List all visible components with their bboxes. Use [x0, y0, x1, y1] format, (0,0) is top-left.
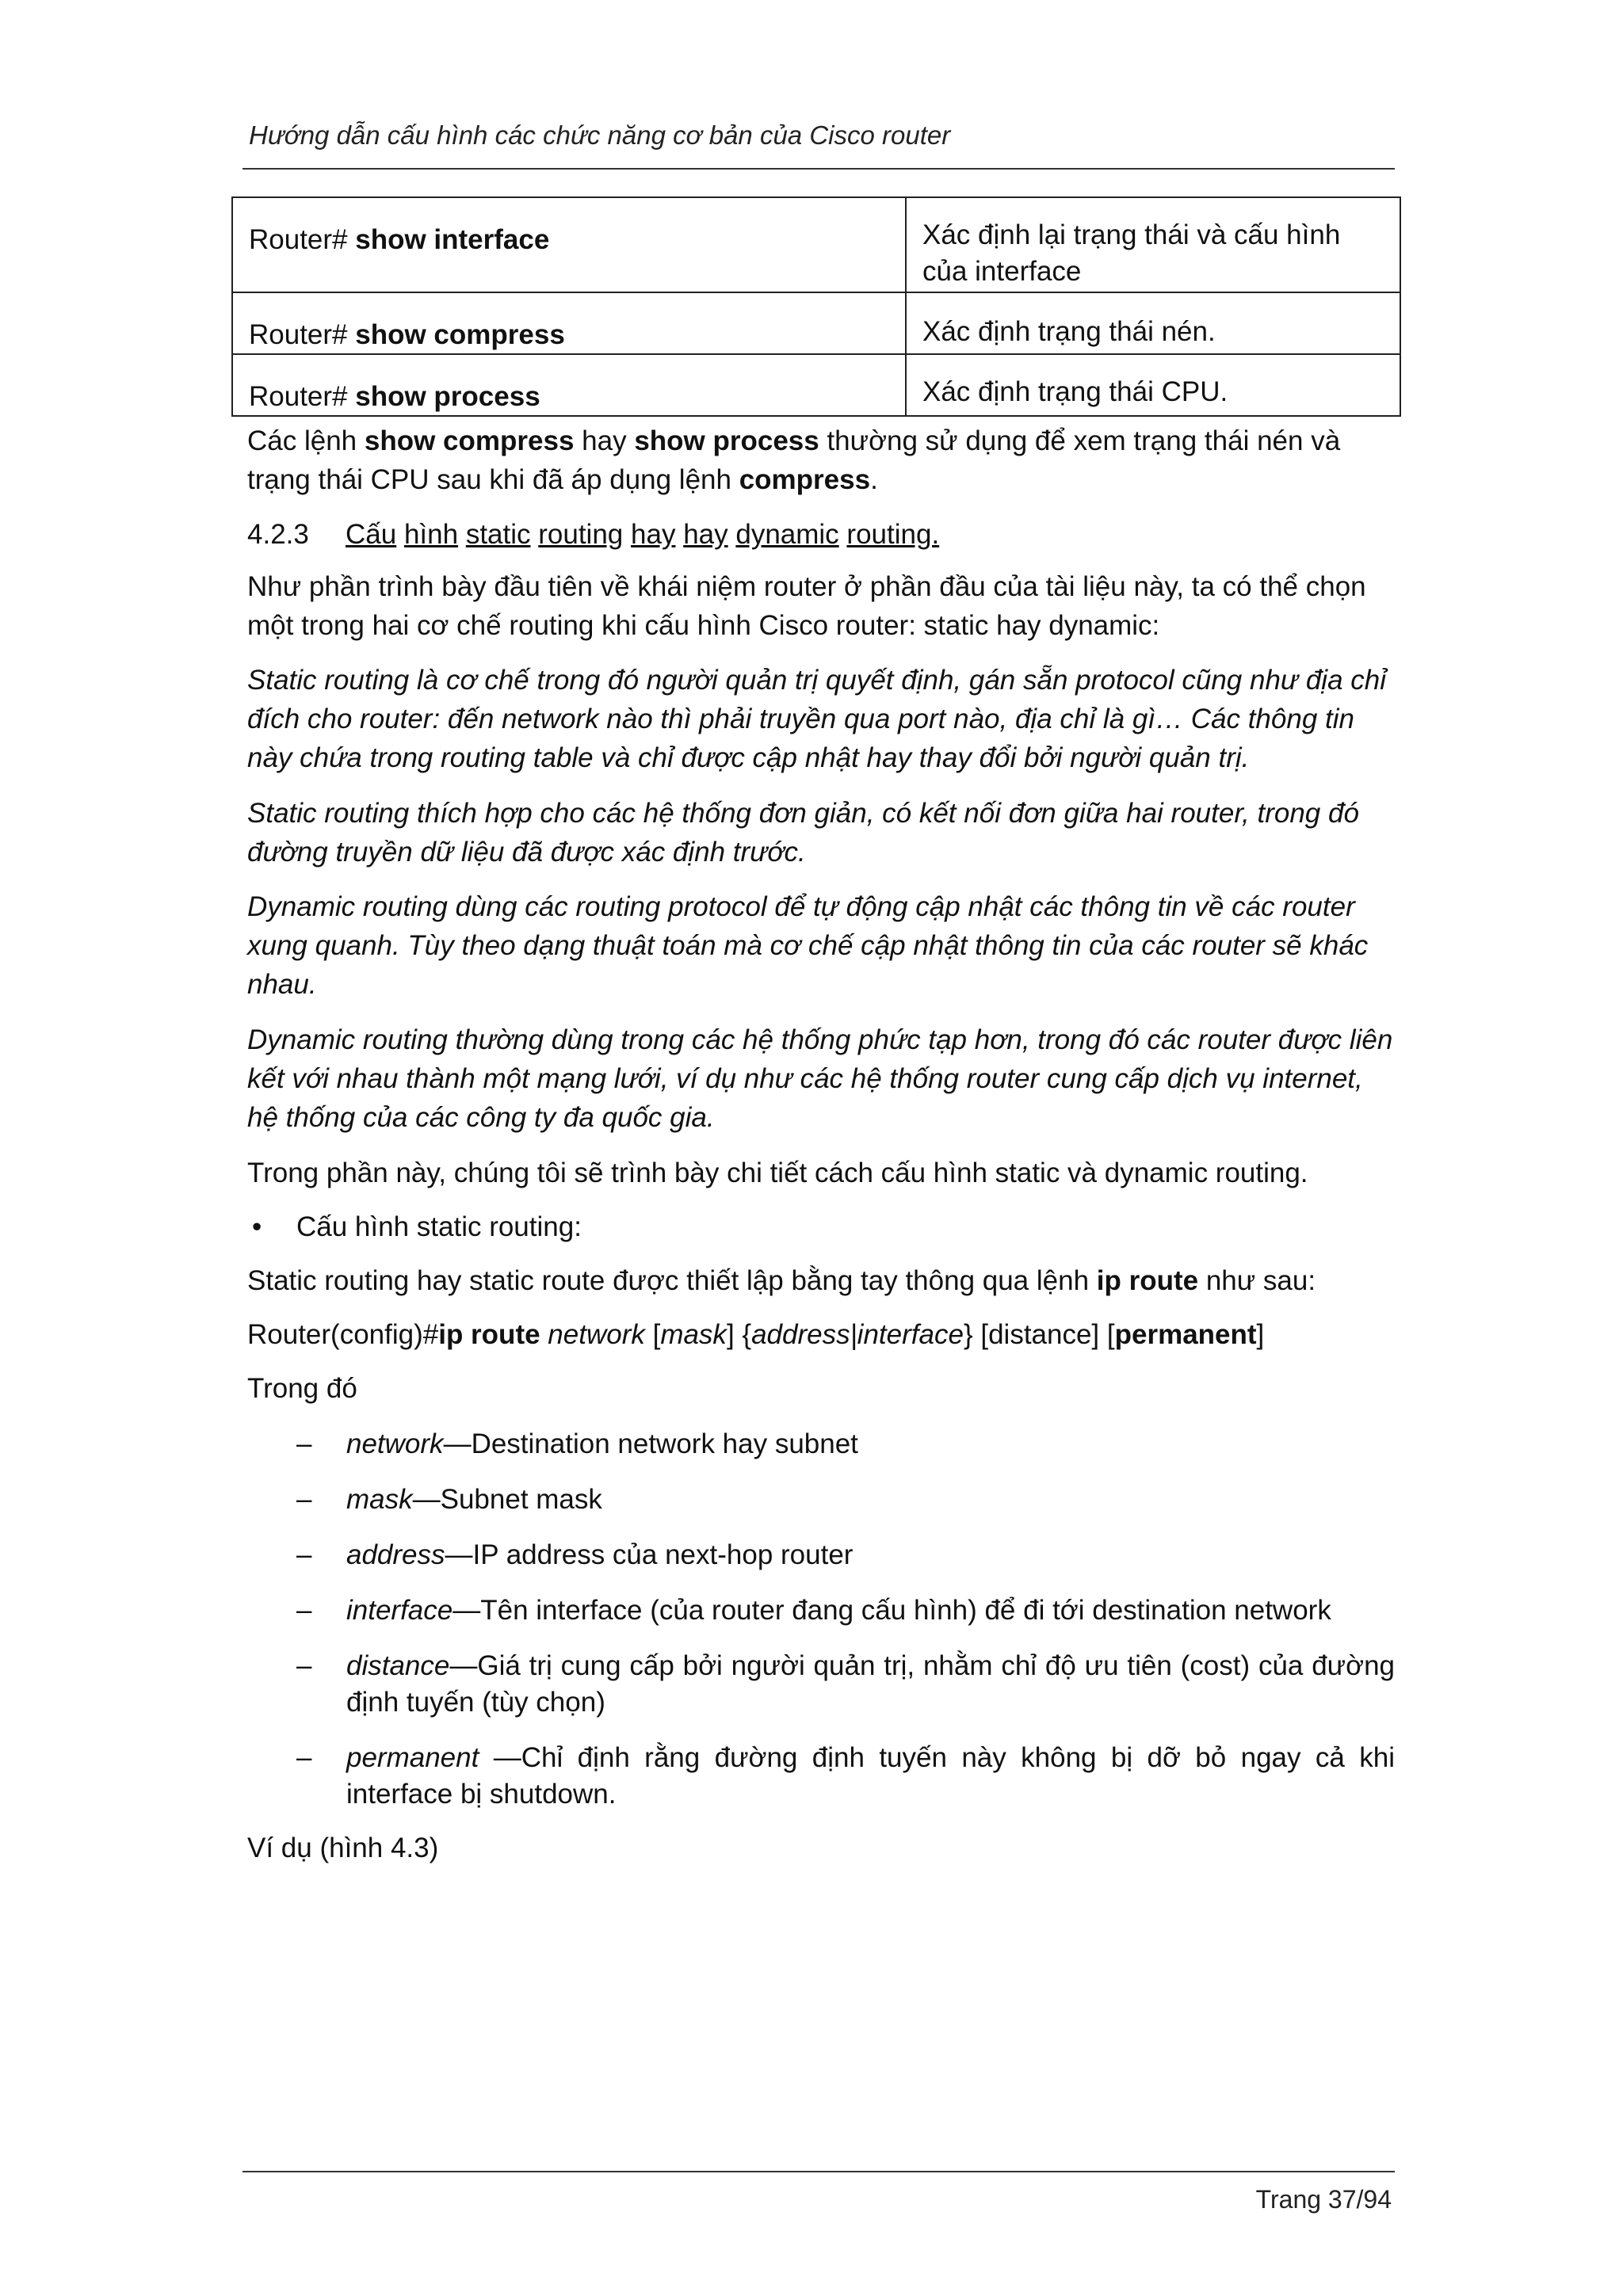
table-row — [232, 354, 1400, 416]
list-item — [346, 1537, 1395, 1573]
bold-run: compress — [739, 464, 871, 495]
list-dash: – — [296, 1742, 312, 1773]
text-run: ] — [1256, 1319, 1265, 1350]
item-desc: —IP address của next-hop router — [445, 1539, 854, 1570]
heading-word: Cấu — [346, 519, 397, 550]
text-run: thường sử dụng để xem trạng thái nén và trạng thái CPU sau khi đã áp dụng lệnh — [247, 425, 1341, 495]
paragraph-section-scope: Trong phần này, chúng tôi sẽ trình bày chi tiết cách cấu hình static và dynamic routing. — [247, 1158, 1308, 1188]
item-term: permanent — [346, 1742, 479, 1773]
heading-word: routing — [538, 519, 624, 550]
command-prompt: Router# — [249, 381, 356, 412]
text-run: } [distance] [ — [963, 1319, 1115, 1350]
item-term: network — [346, 1428, 444, 1459]
command-name: show compress — [355, 319, 565, 350]
description-cell: Xác định trạng thái CPU. — [906, 354, 1400, 416]
paragraph-static-usage: Static routing thích hợp cho các hệ thống đơn giản, có kết nối đơn giữa hai router, trong đó đường truyền dữ liệu đã được xác định trước. — [247, 798, 1359, 868]
syntax-permanent: permanent — [1114, 1319, 1257, 1350]
bold-run: show process — [634, 425, 819, 456]
command-table — [231, 196, 1401, 417]
table-row — [232, 292, 1400, 354]
list-dash: – — [296, 1428, 312, 1459]
list-dash: – — [296, 1539, 312, 1570]
description-cell: Xác định lại trạng thái và cấu hình của interface — [906, 197, 1400, 292]
paragraph-intro: Như phần trình bày đầu tiên về khái niệm router ở phần đầu của tài liệu này, ta có thể chọn một trong hai cơ chế routing khi cấu hình Cisco router: static hay dynamic: — [247, 571, 1366, 641]
heading-word: hay — [683, 519, 728, 550]
item-term: interface — [346, 1595, 453, 1626]
list-dash: – — [296, 1484, 312, 1515]
text-run: . — [870, 464, 878, 495]
text-run — [540, 1319, 548, 1350]
list-item — [346, 1648, 1395, 1721]
text-run: Static routing hay static route được thiết lập bằng tay thông qua lệnh — [247, 1265, 1097, 1296]
section-heading — [247, 515, 1396, 554]
item-term: address — [346, 1539, 445, 1570]
item-term: mask — [346, 1484, 413, 1515]
text-run: hay — [574, 425, 635, 456]
command-name: show process — [355, 381, 540, 412]
command-cell — [232, 354, 906, 416]
table-row — [232, 197, 1400, 292]
heading-word: hay — [631, 519, 676, 550]
bullet-dot: • — [252, 1211, 262, 1242]
section-number: 4.2.3 — [247, 519, 309, 550]
command-prompt: Router# — [249, 224, 356, 255]
syntax-address: address|interface — [751, 1319, 964, 1350]
footer-rule — [242, 2171, 1395, 2172]
list-item — [346, 1592, 1395, 1629]
heading-word: routing. — [846, 519, 940, 550]
item-desc: —Subnet mask — [412, 1484, 602, 1515]
list-dash: – — [296, 1650, 312, 1681]
text-run: [ — [644, 1319, 661, 1350]
item-term: distance — [346, 1650, 450, 1681]
list-item — [346, 1482, 1395, 1518]
heading-word: dynamic — [735, 519, 839, 550]
syntax-prefix: Router(config)# — [247, 1319, 439, 1350]
syntax-network: network — [548, 1319, 645, 1350]
heading-word: static — [465, 519, 531, 550]
ip-route-syntax — [247, 1315, 1396, 1354]
item-desc: —Chỉ định rằng đường định tuyến này không bị dỡ bỏ ngay cả khi interface bị shutdown. — [346, 1742, 1395, 1810]
syntax-mask: mask — [660, 1319, 727, 1350]
command-cell — [232, 292, 906, 354]
item-desc: —Destination network hay subnet — [443, 1428, 858, 1459]
list-item — [346, 1426, 1395, 1463]
description-cell: Xác định trạng thái nén. — [906, 292, 1400, 354]
text-run: như sau: — [1198, 1265, 1316, 1296]
paragraph-ip-route — [247, 1261, 1396, 1300]
item-desc: —Giá trị cung cấp bởi người quản trị, nhằm chỉ độ ưu tiên (cost) của đường định tuyến (tùy chọn) — [346, 1650, 1395, 1718]
command-cell — [232, 197, 906, 292]
text-run: Các lệnh — [247, 425, 365, 456]
item-desc: —Tên interface (của router đang cấu hình) để đi tới destination network — [453, 1595, 1331, 1626]
command-name: show interface — [355, 224, 550, 255]
paragraph-dynamic-usage: Dynamic routing thường dùng trong các hệ thống phức tạp hơn, trong đó các router được liên kết với nhau thành một mạng lưới, ví dụ như các hệ thống router cung cấp dịch vụ internet, hệ thống của các công ty đa quốc gia. — [247, 1024, 1393, 1133]
paragraph-show-commands — [247, 421, 1396, 499]
page-number: Trang 37/94 — [1255, 2185, 1392, 2214]
paragraph-trong-do: Trong đó — [247, 1373, 357, 1404]
paragraph-example: Ví dụ (hình 4.3) — [247, 1833, 439, 1863]
bold-run: show compress — [364, 425, 575, 456]
header-rule — [242, 168, 1395, 170]
heading-word: hình — [403, 519, 459, 550]
paragraph-static-definition: Static routing là cơ chế trong đó người quản trị quyết định, gán sẵn protocol cũng như địa chỉ đích cho router: đến network nào thì phải truyền qua port nào, địa chỉ là gì… Các thông tin này chứa trong routing table và chỉ được cập nhật hay thay đổi bởi người quản trị. — [247, 665, 1386, 773]
text-run: ] { — [726, 1319, 752, 1350]
bullet-static-routing: Cấu hình static routing: — [296, 1211, 582, 1242]
paragraph-dynamic-definition: Dynamic routing dùng các routing protocol để tự động cập nhật các thông tin về các router xung quanh. Tùy theo dạng thuật toán mà cơ chế cập nhật thông tin của các router sẽ khác nhau. — [247, 891, 1369, 1000]
list-dash: – — [296, 1595, 312, 1626]
list-item — [346, 1740, 1395, 1813]
bold-run: ip route — [1096, 1265, 1199, 1296]
syntax-command: ip route — [438, 1319, 540, 1350]
command-prompt: Router# — [249, 319, 356, 350]
running-header: Hướng dẫn cấu hình các chức năng cơ bản của Cisco router — [249, 120, 951, 150]
